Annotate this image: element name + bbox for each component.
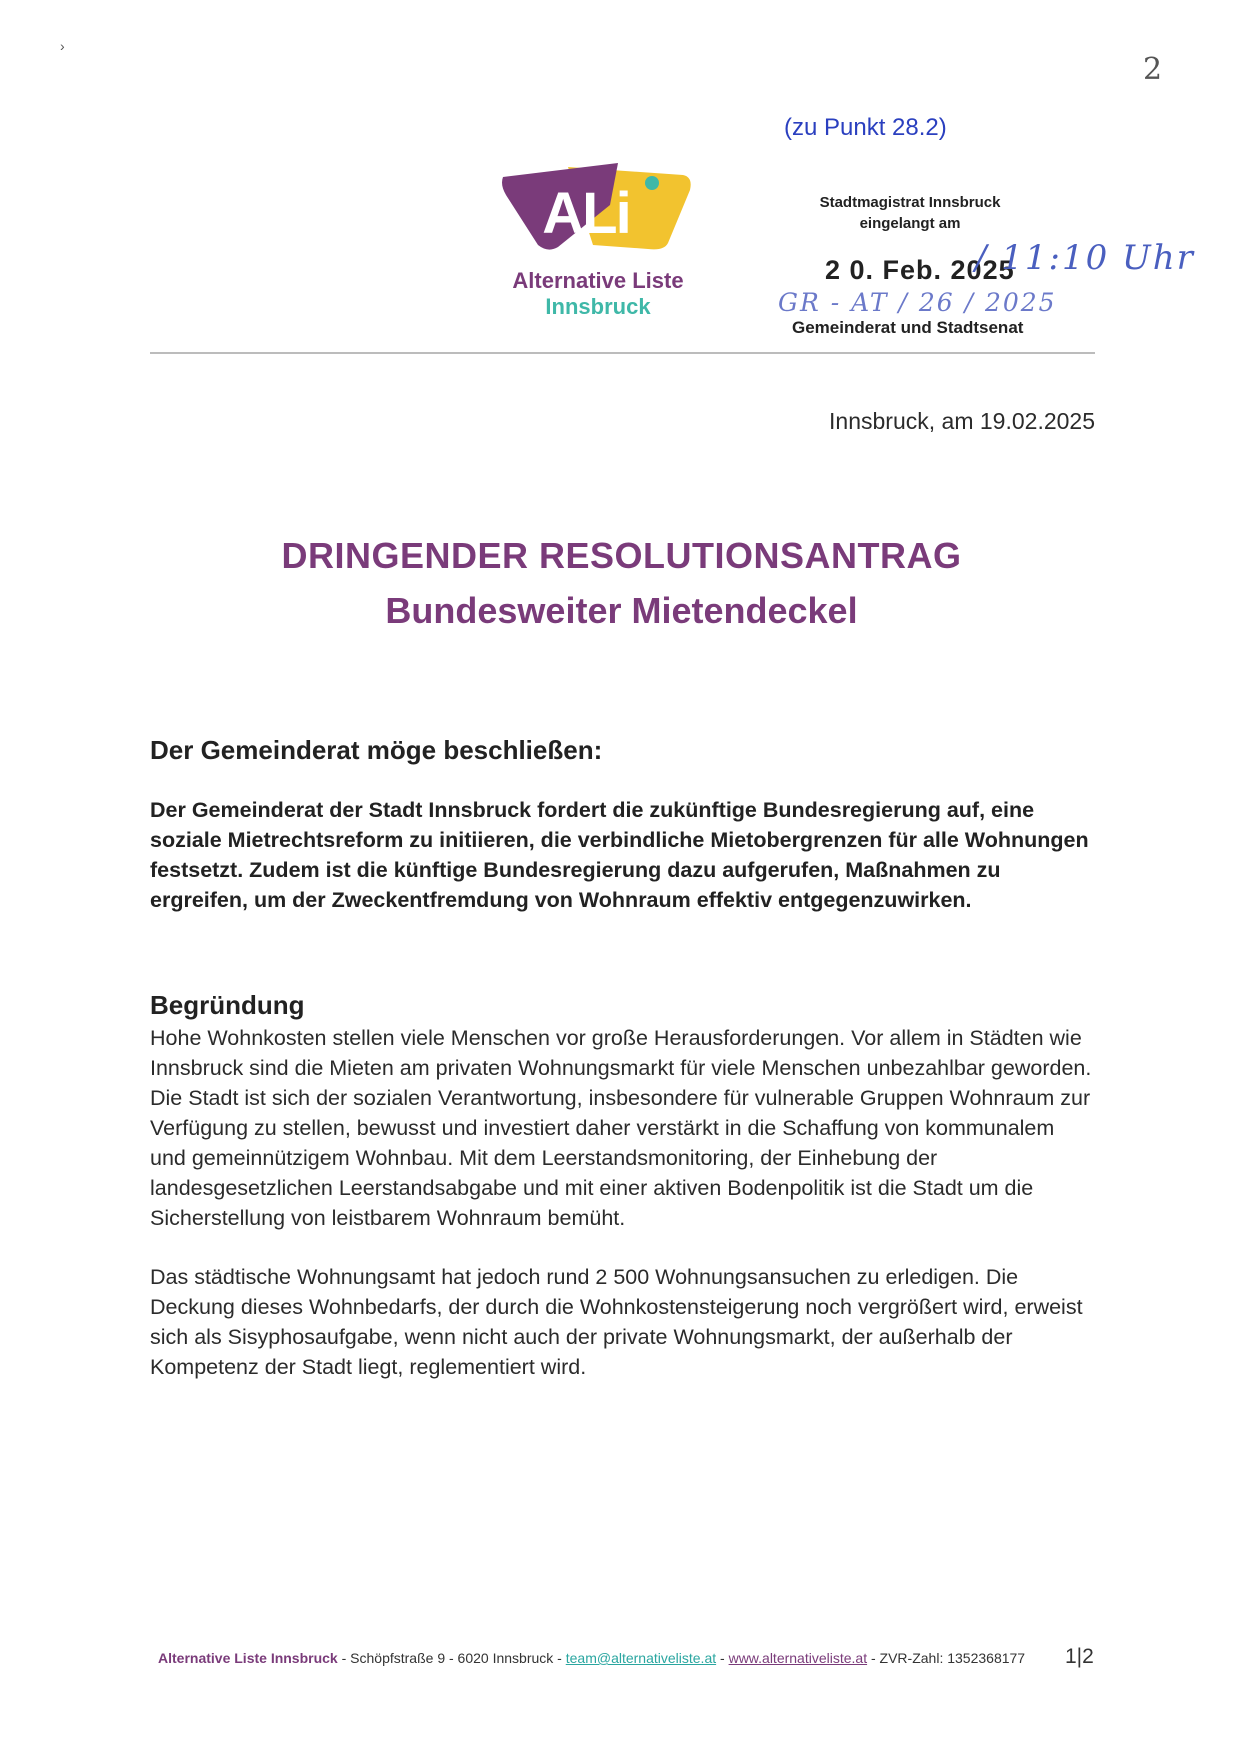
footer: Alternative Liste Innsbruck - Schöpfstraße 9 - 6020 Innsbruck - team@alternativeliste.at - www.alternativeliste.at - ZVR-Zahl: 1352368177: [158, 1650, 1026, 1666]
logo-line-2: Innsbruck: [545, 294, 651, 319]
stamp-authority: [800, 192, 1020, 234]
stamp-time-handwritten: / 11:10 Uhr: [975, 238, 1195, 278]
stamp-authority-line-1: Stadtmagistrat Innsbruck: [819, 194, 1001, 211]
motion-text: Der Gemeinderat der Stadt Innsbruck fordert die zukünftige Bundesregierung auf, eine soziale Mietrechtsreform zu initiieren, die verbindliche Mietobergrenzen für alle Wohnungen festsetzt. Zudem ist die künftige Bundesregierung dazu aufgerufen, Maßnahmen zu ergreifen, um der Zweckentfremdung von Wohnraum effektiv entgegenzuwirken.: [150, 798, 1089, 912]
footer-org: Alternative Liste Innsbruck: [158, 1650, 338, 1666]
footer-zvr: ZVR-Zahl: 1352368177: [879, 1650, 1026, 1666]
header-divider: [150, 352, 1095, 354]
footer-email-link[interactable]: team@alternativeliste.at: [565, 1650, 717, 1666]
logo-name: [498, 268, 698, 320]
footer-address: Schöpfstraße 9 - 6020 Innsbruck: [350, 1650, 554, 1666]
stamp-file-number-handwritten: GR - AT / 26 / 2025: [778, 288, 1057, 317]
reasoning-paragraph-2: Das städtische Wohnungsamt hat jedoch rund 2 500 Wohnungsansuchen zu erledigen. Die Deckung dieses Wohnbedarfs, der durch die Wohnkostensteigerung noch vergrößert wird, erweist sich als Sisyphosaufgabe, wenn nicht auch der private Wohnungsmarkt, der außerhalb der Kompetenz der Stadt liegt, reglementiert wird.: [150, 1265, 1083, 1379]
logo-line-1: Alternative Liste: [512, 268, 684, 293]
reasoning-heading: Begründung: [150, 990, 305, 1020]
agenda-reference: (zu Punkt 28.2): [784, 114, 947, 141]
place-date: Innsbruck, am 19.02.2025: [829, 408, 1095, 434]
stamp-department: Gemeinderat und Stadtsenat: [792, 318, 1024, 337]
document-title: DRINGENDER RESOLUTIONSANTRAG: [281, 535, 962, 576]
logo-text: ALi: [542, 181, 630, 246]
logo-dot: [645, 176, 659, 190]
scan-artifact: ›: [60, 38, 65, 54]
motion-heading: Der Gemeinderat möge beschließen:: [150, 735, 603, 765]
ali-logo: [498, 155, 698, 255]
handwritten-page-mark: 2: [1143, 52, 1163, 87]
stamp-authority-line-2: eingelangt am: [859, 215, 961, 232]
page-number: 1|2: [1065, 1645, 1094, 1668]
reasoning-paragraph-1: Hohe Wohnkosten stellen viele Menschen vor große Herausforderungen. Vor allem in Städten wie Innsbruck sind die Mieten am privaten Wohnungsmarkt für viele Menschen unbezahlbar geworden. Die Stadt ist sich der sozialen Verantwortung, insbesondere für vulnerable Gruppen Wohnraum zur Verfügung zu stellen, bewusst und investiert daher verstärkt in die Schaffung von kommunalem und gemeinnützigem Wohnbau. Mit dem Leerstandsmonitoring, der Einhebung der landesgesetzlichen Leerstandsabgabe und mit einer aktiven Bodenpolitik ist die Stadt um die Sicherstellung von leistbarem Wohnraum bemüht.: [150, 1026, 1092, 1230]
stamp-date: 2 0. Feb. 2025: [825, 255, 1015, 285]
document-subtitle: Bundesweiter Mietendeckel: [385, 590, 858, 631]
footer-website-link[interactable]: www.alternativeliste.at: [728, 1650, 868, 1666]
